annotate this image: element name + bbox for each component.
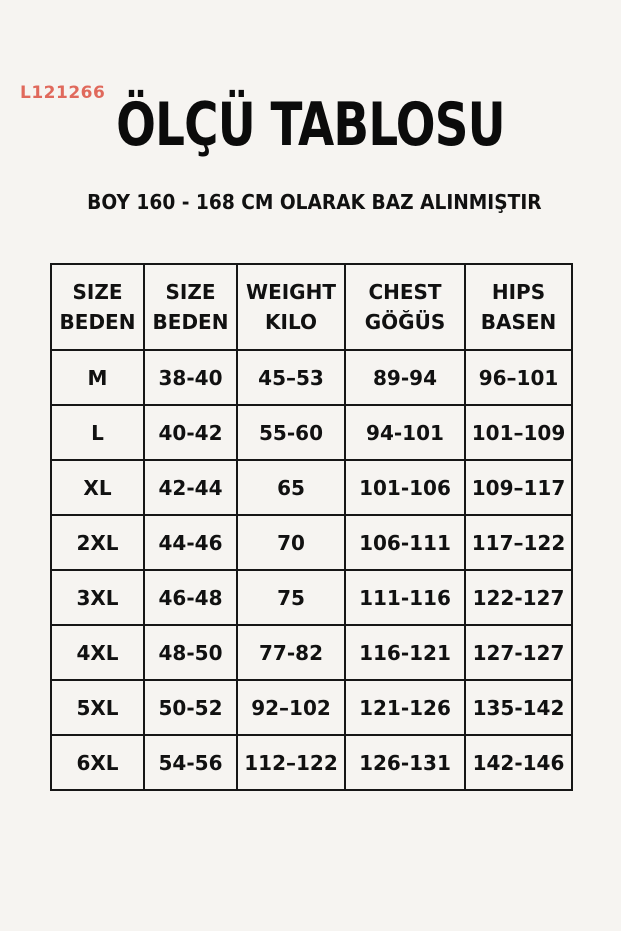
header-label: BASEN <box>480 310 557 334</box>
cell-weight: 75 <box>237 570 345 625</box>
table-header-row <box>51 264 572 350</box>
cell-chest: 121-126 <box>345 680 465 735</box>
cell-hips: 122-127 <box>465 570 572 625</box>
table-row <box>51 625 572 680</box>
cell-size: 5XL <box>51 680 144 735</box>
cell-weight: 55-60 <box>237 405 345 460</box>
cell-weight: 92–102 <box>237 680 345 735</box>
table-row <box>51 680 572 735</box>
cell-beden: 42-44 <box>144 460 237 515</box>
table-row <box>51 515 572 570</box>
cell-chest: 106-111 <box>345 515 465 570</box>
cell-hips: 117–122 <box>465 515 572 570</box>
header-label: WEIGHT <box>246 280 336 304</box>
page-subtitle: BOY 160 - 168 CM OLARAK BAZ ALINMIŞTIR <box>87 190 542 214</box>
cell-hips: 135-142 <box>465 680 572 735</box>
cell-beden: 48-50 <box>144 625 237 680</box>
cell-chest: 89-94 <box>345 350 465 405</box>
cell-beden: 46-48 <box>144 570 237 625</box>
header-label: HIPS <box>491 280 546 304</box>
cell-beden: 54-56 <box>144 735 237 790</box>
header-label: KILO <box>265 310 317 334</box>
header-label: SIZE <box>72 280 123 304</box>
cell-weight: 65 <box>237 460 345 515</box>
product-code: L121266 <box>20 83 106 103</box>
cell-weight: 45–53 <box>237 350 345 405</box>
table-row <box>51 460 572 515</box>
cell-hips: 127-127 <box>465 625 572 680</box>
header-hips <box>465 264 572 350</box>
cell-hips: 142-146 <box>465 735 572 790</box>
cell-size: L <box>51 405 144 460</box>
size-chart-table <box>50 263 573 791</box>
cell-beden: 44-46 <box>144 515 237 570</box>
cell-hips: 96–101 <box>465 350 572 405</box>
header-label: GÖĞÜS <box>364 310 446 334</box>
cell-chest: 111-116 <box>345 570 465 625</box>
cell-weight: 112–122 <box>237 735 345 790</box>
cell-weight: 77-82 <box>237 625 345 680</box>
header-weight <box>237 264 345 350</box>
cell-size: M <box>51 350 144 405</box>
table-row <box>51 350 572 405</box>
cell-chest: 126-131 <box>345 735 465 790</box>
cell-hips: 101–109 <box>465 405 572 460</box>
cell-hips: 109–117 <box>465 460 572 515</box>
cell-size: 4XL <box>51 625 144 680</box>
header-label: CHEST <box>368 280 442 304</box>
cell-size: 2XL <box>51 515 144 570</box>
cell-size: 6XL <box>51 735 144 790</box>
table-row <box>51 735 572 790</box>
cell-chest: 94-101 <box>345 405 465 460</box>
cell-beden: 40-42 <box>144 405 237 460</box>
header-size-us <box>51 264 144 350</box>
cell-chest: 101-106 <box>345 460 465 515</box>
table-row <box>51 570 572 625</box>
page-title: ÖLÇÜ TABLOSU <box>116 90 505 160</box>
header-label: SIZE <box>165 280 216 304</box>
header-label: BEDEN <box>59 310 136 334</box>
cell-size: XL <box>51 460 144 515</box>
cell-size: 3XL <box>51 570 144 625</box>
cell-beden: 38-40 <box>144 350 237 405</box>
cell-beden: 50-52 <box>144 680 237 735</box>
table-row <box>51 405 572 460</box>
cell-chest: 116-121 <box>345 625 465 680</box>
header-label: BEDEN <box>152 310 229 334</box>
header-size-beden <box>144 264 237 350</box>
cell-weight: 70 <box>237 515 345 570</box>
header-chest <box>345 264 465 350</box>
